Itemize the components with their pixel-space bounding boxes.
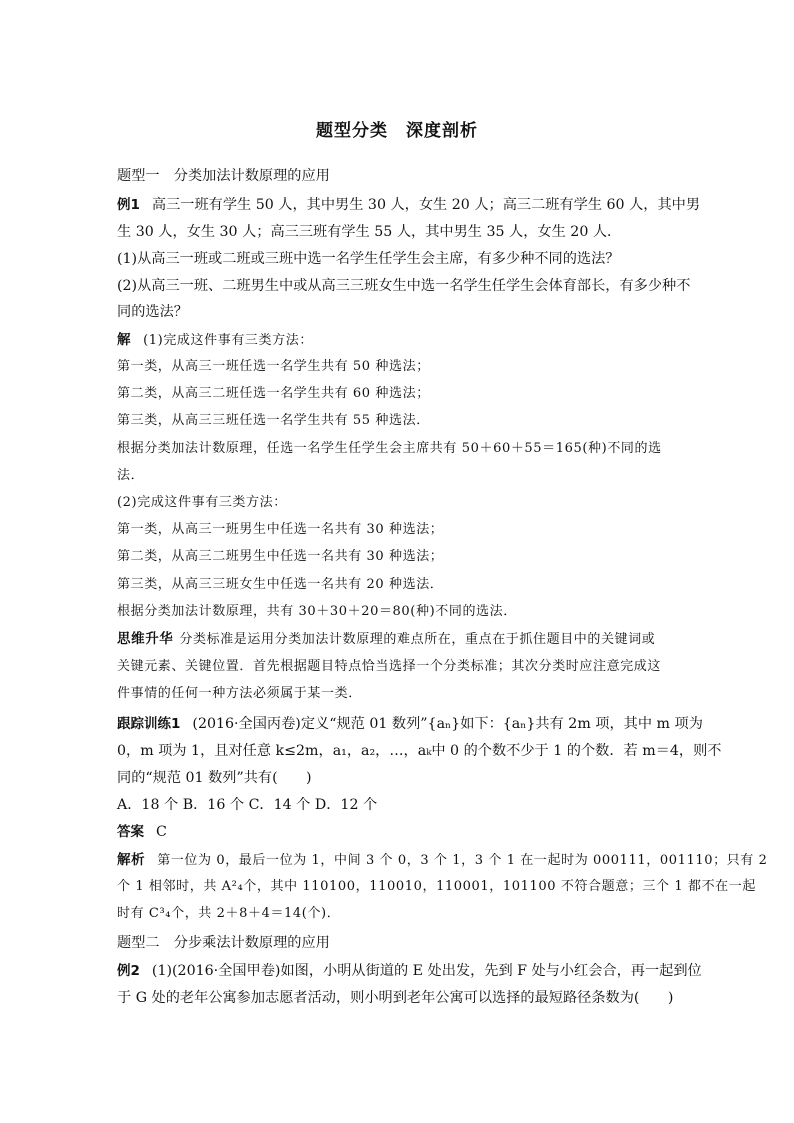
example-1-line-2: 生 30 人，女生 30 人；高三三班有学生 55 人，其中男生 35 人，女生 20 人． bbox=[117, 224, 622, 240]
answer-line bbox=[117, 822, 687, 842]
analysis-text-1: 第一位为 0，最后一位为 1，中间 3 个 0，3 个 1，3 个 1 在一起时为 000111，001110；只有 2 bbox=[157, 853, 768, 868]
solution-2-conclusion: 根据分类加法计数原理，共有 30＋30＋20＝80(种)不同的选法． bbox=[117, 604, 517, 619]
analysis-line-1 bbox=[117, 850, 768, 871]
solution-1-step-c: 第三类，从高三三班任选一名学生共有 55 种选法． bbox=[117, 413, 430, 428]
solution-2-step-b: 第二类，从高三二班男生中任选一名共有 30 种选法； bbox=[117, 549, 444, 564]
example-1-question-1: (1)从高三一班或二班或三班中选一名学生任学生会主席，有多少种不同的选法？ bbox=[117, 251, 620, 267]
example-1-text-1: 高三一班有学生 50 人，其中男生 30 人，女生 20 人；高三二班有学生 60 人，其中男 bbox=[151, 197, 701, 213]
practice-1-text-1: (2016·全国丙卷)定义“规范 01 数列”{aₙ}如下：{aₙ}共有 2m 项，其中 m 项为 bbox=[192, 716, 703, 732]
solution-2-step-a: 第一类，从高三一班男生中任选一名共有 30 种选法； bbox=[117, 522, 444, 537]
solution-1-step-b: 第二类，从高三二班任选一名学生共有 60 种选法； bbox=[117, 386, 430, 401]
analysis-line-2: 个 1 相邻时，共 A²₄个，其中 110100，110010，110001，101100 不符合题意；三个 1 都不在一起 bbox=[117, 879, 756, 894]
title-part-1: 题型分类 bbox=[316, 121, 388, 141]
practice-1-line-2: 0，m 项为 1，且对任意 k≤2m，a₁，a₂，…，aₖ中 0 的个数不少于 1 的个数．若 m＝4，则不 bbox=[117, 743, 722, 759]
example-2-line-1 bbox=[117, 961, 702, 981]
section-2-heading: 题型二 分步乘法计数原理的应用 bbox=[117, 935, 330, 951]
solution-2-intro: (2)完成这件事有三类方法： bbox=[117, 495, 287, 510]
thinking-line-3: 件事情的任何一种方法必须属于某一类． bbox=[117, 686, 362, 701]
thinking-line-1 bbox=[117, 629, 687, 650]
section-1-heading: 题型一 分类加法计数原理的应用 bbox=[117, 168, 330, 184]
thinking-text-1: 分类标准是运用分类加法计数原理的难点所在，重点在于抓住题目中的关键词或 bbox=[179, 632, 656, 647]
answer-value: C bbox=[156, 824, 167, 840]
analysis-line-3: 时有 C³₄个，共 2＋8＋4＝14(个)． bbox=[117, 906, 341, 921]
practice-1-line-3: 同的“规范 01 数列”共有( ) bbox=[117, 770, 312, 786]
solution-label: 解 bbox=[117, 332, 132, 348]
solution-2-step-c: 第三类，从高三三班女生中任选一名共有 20 种选法． bbox=[117, 577, 444, 592]
example-1-label: 例1 bbox=[117, 197, 140, 213]
practice-1-options: A．18 个 B．16 个 C．14 个 D．12 个 bbox=[117, 797, 378, 813]
example-2-line-2: 于 G 处的老年公寓参加志愿者活动，则小明到老年公寓可以选择的最短路径条数为( ) bbox=[117, 990, 674, 1006]
solution-1-intro-text: (1)完成这件事有三类方法： bbox=[143, 333, 313, 348]
solution-1-conclusion-line-2: 法． bbox=[117, 468, 145, 483]
page-title bbox=[0, 116, 794, 141]
analysis-label: 解析 bbox=[117, 852, 146, 868]
example-2-text-1: (1)(2016·全国甲卷)如图，小明从街道的 E 处出发，先到 F 处与小红会合，再一起到位 bbox=[151, 963, 702, 979]
example-1-line-1 bbox=[117, 195, 701, 215]
thinking-label: 思维升华 bbox=[117, 631, 174, 647]
example-2-label: 例2 bbox=[117, 963, 140, 979]
title-part-2: 深度剖析 bbox=[406, 121, 478, 141]
example-1-question-2-line-1: (2)从高三一班、二班男生中或从高三三班女生中选一名学生任学生会体育部长，有多少种不 bbox=[117, 278, 691, 294]
example-1-question-2-line-2: 同的选法？ bbox=[117, 304, 188, 320]
practice-1-line-1 bbox=[117, 714, 703, 734]
answer-label: 答案 bbox=[117, 824, 144, 840]
solution-1-conclusion-line-1: 根据分类加法计数原理，任选一名学生任学生会主席共有 50＋60＋55＝165(种)不同的选 bbox=[117, 441, 662, 456]
solution-1-intro bbox=[117, 330, 687, 351]
solution-1-step-a: 第一类，从高三一班任选一名学生共有 50 种选法； bbox=[117, 359, 430, 374]
thinking-line-2: 关键元素、关键位置．首先根据题目特点恰当选择一个分类标准；其次分类时应注意完成这 bbox=[117, 659, 662, 674]
practice-label: 跟踪训练1 bbox=[117, 716, 181, 732]
